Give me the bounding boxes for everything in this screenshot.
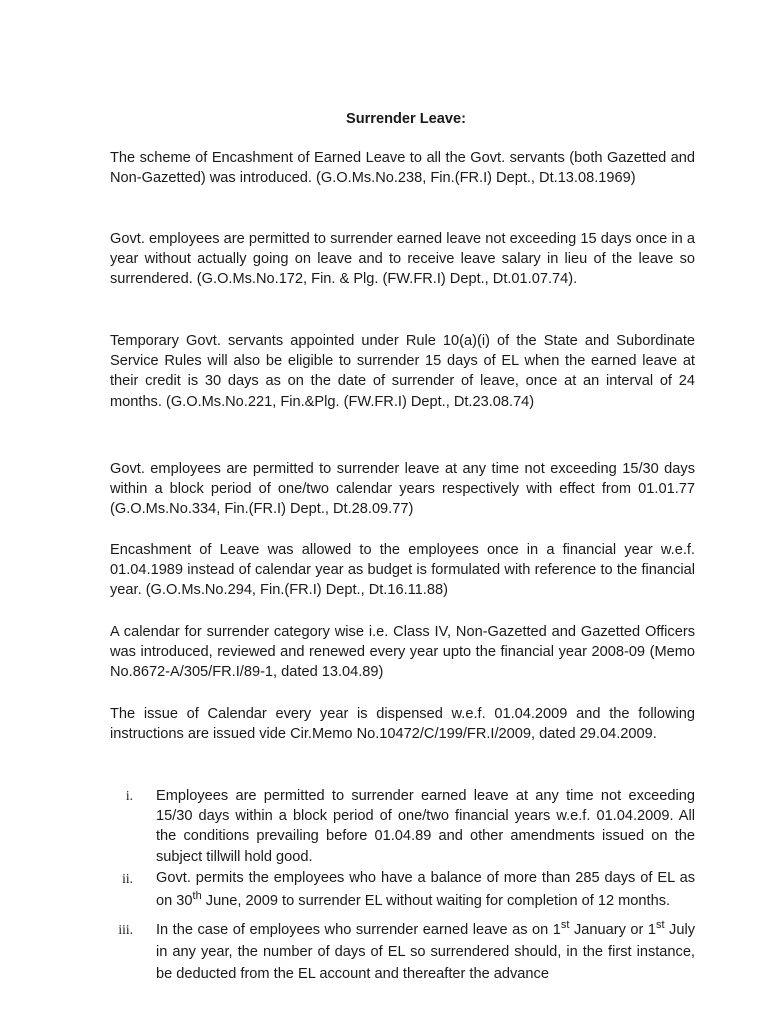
list-marker: iii. bbox=[118, 921, 133, 937]
list-marker: i. bbox=[125, 788, 133, 803]
paragraph: Govt. employees are permitted to surrender leave at any time not exceeding 15/30 days within a block period of one/two calendar years respectively with effect from 01.01.77 (G.O.Ms.No.334, Fin.(FR.I) Dept., Dt.28.09.77) bbox=[110, 461, 695, 518]
document-title: Surrender Leave: bbox=[345, 111, 467, 127]
paragraph: The scheme of Encashment of Earned Leave to all the Govt. servants (both Gazetted and Non-Gazetted) was introduced. (G.O.Ms.No.238, Fin.(FR.I) Dept., Dt.13.08.1969) bbox=[110, 150, 695, 187]
list-item bbox=[110, 786, 695, 867]
paragraph: Govt. employees are permitted to surrender earned leave not exceeding 15 days once in a year without actually going on leave and to receive leave salary in lieu of the leave so surrendered. (G.O.Ms.No.172, Fin. & Plg. (FW.FR.I) Dept., Dt.01.07.74). bbox=[110, 231, 695, 288]
instruction-list bbox=[110, 786, 695, 985]
paragraph: Temporary Govt. servants appointed under Rule 10(a)(i) of the State and Subordinate Service Rules will also be eligible to surrender 15 days of EL when the earned leave at their credit is 30 days as on the date of surrender of leave, once at an interval of 24 months. (G.O.Ms.No.221, Fin.&Plg. (FW.FR.I) Dept., Dt.23.08.74) bbox=[110, 333, 695, 410]
list-item bbox=[110, 919, 695, 985]
list-item bbox=[110, 867, 695, 913]
paragraph: Encashment of Leave was allowed to the employees once in a financial year w.e.f. 01.04.1989 instead of calendar year as budget is formulated with reference to the financial year. (G.O.Ms.No.294, Fin.(FR.I) Dept., Dt.16.11.88) bbox=[110, 542, 695, 599]
list-item-text: Employees are permitted to surrender earned leave at any time not exceeding 15/30 days within a block period of one/two financial years w.e.f. 01.04.2009. All the conditions prevailing before 01.04.89 and other amendments issued on the subject tillwill hold good. bbox=[156, 788, 695, 865]
ordinal-superscript: th bbox=[192, 889, 202, 902]
list-item-text: In the case of employees who surrender earned leave as on 1st January or 1st July in any year, the number of days of EL so surrendered should, in the first instance, be deducted from the EL account and thereafter the advance bbox=[156, 918, 696, 982]
list-marker: ii. bbox=[122, 870, 133, 886]
ordinal-superscript: st bbox=[560, 918, 570, 931]
paragraph: A calendar for surrender category wise i.e. Class IV, Non-Gazetted and Gazetted Officers was introduced, reviewed and renewed every year upto the financial year 2008-09 (Memo No.8672-A/305/FR.I/89-1, dated 13.04.89) bbox=[110, 624, 695, 681]
paragraph: The issue of Calendar every year is dispensed w.e.f. 01.04.2009 and the following instructions are issued vide Cir.Memo No.10472/C/199/FR.I/2009, dated 29.04.2009. bbox=[110, 706, 695, 743]
list-item-text: Govt. permits the employees who have a balance of more than 285 days of EL as on 30th June, 2009 to surrender EL without waiting for completion of 12 months. bbox=[156, 869, 695, 909]
ordinal-superscript: st bbox=[655, 918, 665, 931]
